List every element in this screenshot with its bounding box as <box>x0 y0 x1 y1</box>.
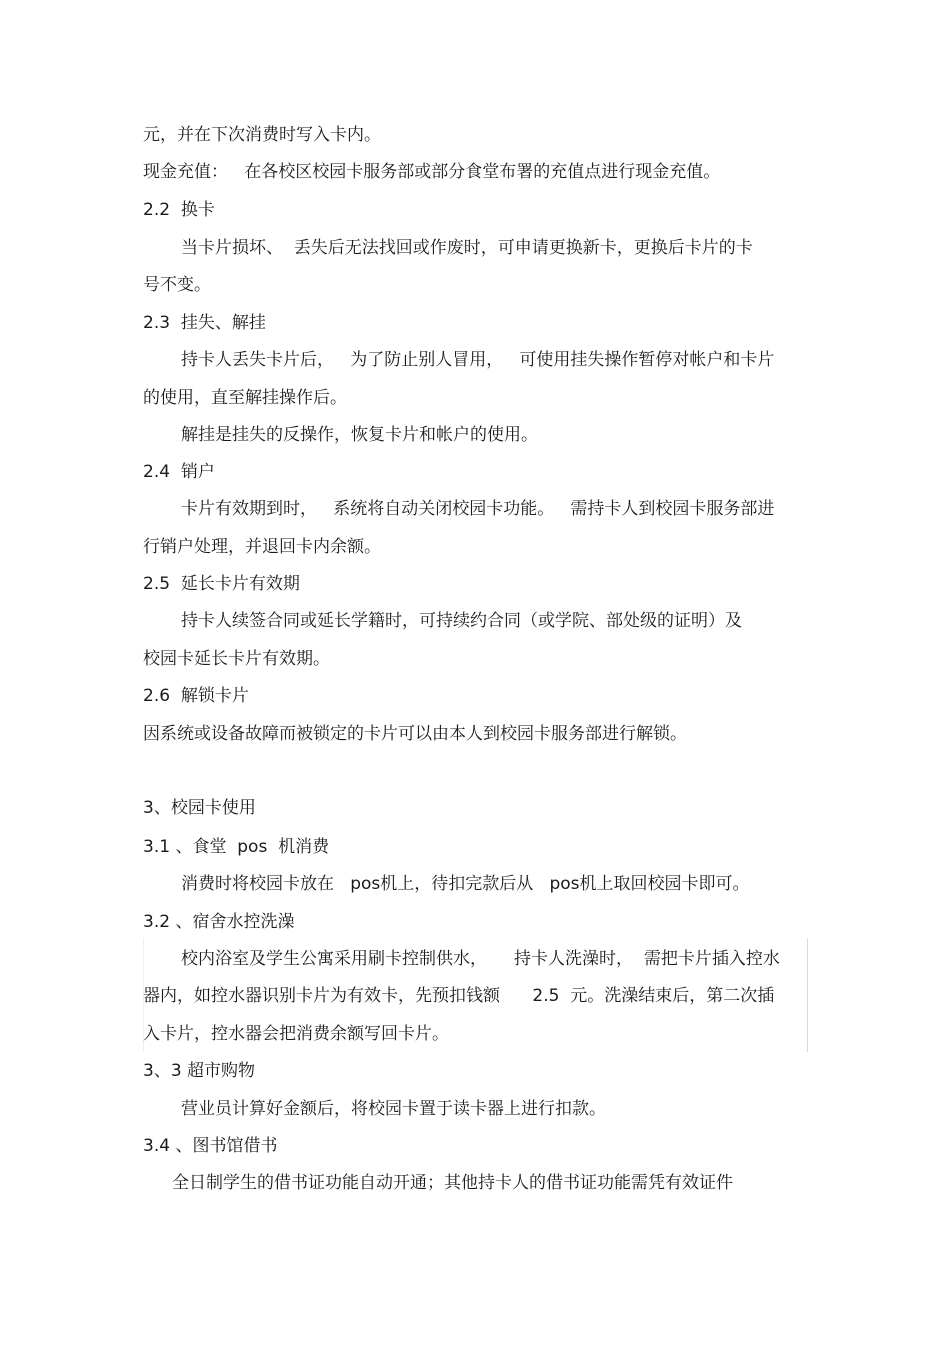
section-heading: 2.3 挂失、解挂 <box>143 313 266 333</box>
section-heading: 2.4 销户 <box>143 462 215 482</box>
paragraph-line: 校园卡延长卡片有效期。 <box>143 649 330 669</box>
section-heading: 3.1 、食堂 pos 机消费 <box>143 837 330 857</box>
paragraph-line: 营业员计算好金额后，将校园卡置于读卡器上进行扣款。 <box>181 1099 606 1119</box>
paragraph-line: 现金充值： 在各校区校园卡服务部或部分食堂布署的充值点进行现金充值。 <box>143 162 721 182</box>
paragraph-line: 全日制学生的借书证功能自动开通；其他持卡人的借书证功能需凭有效证件 <box>172 1173 733 1193</box>
section-heading: 2.6 解锁卡片 <box>143 686 249 706</box>
paragraph-line: 当卡片损坏、 丢失后无法找回或作废时，可申请更换新卡，更换后卡片的卡 <box>181 238 753 258</box>
section-heading: 3、校园卡使用 <box>143 798 256 818</box>
paragraph-line: 持卡人丢失卡片后， 为了防止别人冒用， 可使用挂失操作暂停对帐户和卡片 <box>181 350 775 370</box>
paragraph-line: 消费时将校园卡放在 pos机上，待扣完款后从 pos机上取回校园卡即可。 <box>181 874 750 894</box>
paragraph-line: 因系统或设备故障而被锁定的卡片可以由本人到校园卡服务部进行解锁。 <box>143 724 687 744</box>
section-heading: 3.2 、宿舍水控洗澡 <box>143 912 295 932</box>
paragraph-line: 元，并在下次消费时写入卡内。 <box>143 125 381 145</box>
section-heading: 3、3 超市购物 <box>143 1061 256 1081</box>
paragraph-line: 入卡片，控水器会把消费余额写回卡片。 <box>143 1024 449 1044</box>
section-heading: 2.5 延长卡片有效期 <box>143 574 300 594</box>
paragraph-line: 卡片有效期到时， 系统将自动关闭校园卡功能。 需持卡人到校园卡服务部进 <box>181 499 775 519</box>
text-box-right-border <box>807 938 808 1052</box>
paragraph-line: 号不变。 <box>143 275 211 295</box>
paragraph-line: 解挂是挂失的反操作，恢复卡片和帐户的使用。 <box>181 425 538 445</box>
paragraph-line: 行销户处理，并退回卡内余额。 <box>143 537 381 557</box>
paragraph-line: 器内，如控水器识别卡片为有效卡，先预扣钱额 2.5 元。洗澡结束后，第二次插 <box>143 986 775 1006</box>
paragraph-line: 持卡人续签合同或延长学籍时，可持续约合同（或学院、部处级的证明）及 <box>181 611 742 631</box>
paragraph-line: 校内浴室及学生公寓采用刷卡控制供水， 持卡人洗澡时， 需把卡片插入控水 <box>181 949 780 969</box>
paragraph-line: 的使用，直至解挂操作后。 <box>143 388 347 408</box>
section-heading: 3.4 、图书馆借书 <box>143 1136 278 1156</box>
section-heading: 2.2 换卡 <box>143 200 215 220</box>
